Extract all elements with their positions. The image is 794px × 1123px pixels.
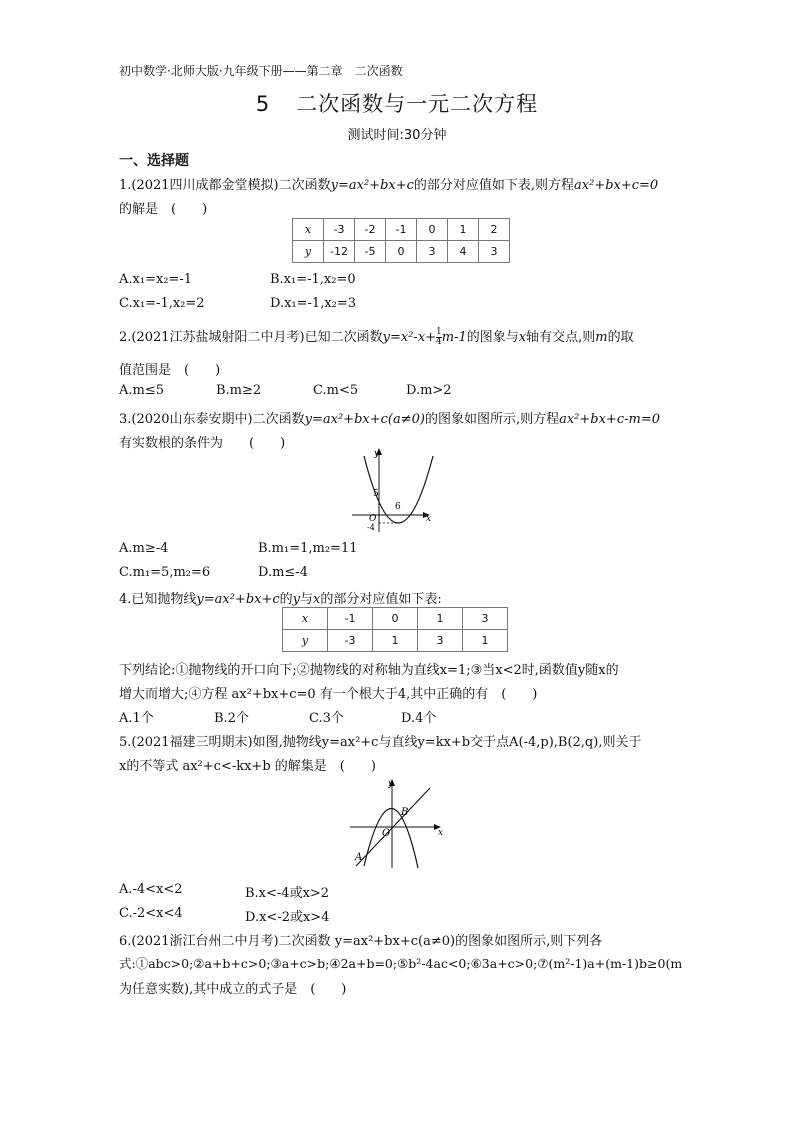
q2-function-2: m-1	[441, 330, 467, 345]
page-title	[0, 88, 794, 118]
q2-stem	[119, 326, 634, 347]
q4-text-1: 4.已知抛物线	[119, 592, 197, 607]
q4-statements-1: 下列结论:①抛物线的开口向下;②抛物线的对称轴为直线x=1;③当x<2时,函数值y随x的	[119, 663, 619, 678]
q5-x-label: x	[438, 828, 444, 838]
q3-origin: O	[369, 514, 377, 524]
table-cell: -1	[386, 219, 417, 241]
table-cell: -3	[328, 630, 373, 652]
table-cell: 3	[417, 241, 448, 263]
q3-label-5: 5	[373, 489, 379, 499]
table-cell: 4	[448, 241, 479, 263]
q4-statements-2: 增大而增大;④方程 ax²+bx+c=0 有一个根大于4,其中正确的有 ( )	[119, 687, 538, 702]
q3-option-d[interactable]: D.m≤-4	[258, 565, 308, 580]
q1-option-c[interactable]: C.x₁=-1,x₂=2	[119, 296, 205, 311]
q3-option-a[interactable]: A.m≥-4	[119, 541, 169, 556]
table-cell: 1	[448, 219, 479, 241]
q1-option-d[interactable]: D.x₁=-1,x₂=3	[270, 296, 357, 311]
q2-text-1: 2.(2021江苏盐城射阳二中月考)已知二次函数	[119, 330, 383, 345]
table-cell: 2	[479, 219, 510, 241]
table-cell: 3	[479, 241, 510, 263]
q4-text-3: 与	[300, 592, 314, 607]
q4-option-b[interactable]: B.2个	[214, 711, 249, 726]
q5-parabola	[364, 808, 418, 868]
q1-equation: ax²+bx+c=0	[574, 178, 659, 193]
q1-function: y=ax²+bx+c	[330, 178, 414, 193]
q6-stem: 6.(2021浙江台州二中月考)二次函数 y=ax²+bx+c(a≠0)的图象如图所示,则下列各	[119, 934, 603, 949]
q5-stem-2: x的不等式 ax²+c<-kx+b 的解集是 ( )	[119, 759, 376, 774]
q1-value-table	[292, 218, 510, 263]
table-cell: 0	[373, 608, 418, 630]
q2-frac-num: 1	[436, 327, 442, 337]
q4-stem	[119, 588, 442, 607]
q3-stem-2: 有实数根的条件为 ( )	[119, 436, 286, 451]
q4-text-4: 的部分对应值如下表:	[320, 592, 442, 607]
q3-label-6: 6	[395, 502, 401, 512]
title-text: 二次函数与一元二次方程	[296, 92, 539, 116]
q1-text-1: 1.(2021四川成都金堂模拟)二次函数	[119, 178, 331, 193]
q2-x: x	[518, 330, 527, 345]
q2-option-d[interactable]: D.m>2	[406, 383, 452, 398]
q3-option-b[interactable]: B.m₁=1,m₂=11	[258, 541, 358, 556]
table-cell: 1	[463, 630, 508, 652]
q4-table-xlabel: x	[283, 608, 328, 630]
q2-option-b[interactable]: B.m≥2	[216, 383, 262, 398]
table-cell: 1	[418, 608, 463, 630]
q5-option-d[interactable]: D.x<-2或x>4	[245, 910, 330, 925]
table-cell: -3	[324, 219, 355, 241]
q2-option-c[interactable]: C.m<5	[313, 383, 359, 398]
table-cell: 0	[386, 241, 417, 263]
q3-text-1: 3.(2020山东泰安期中)二次函数	[119, 412, 305, 427]
q4-function: y=ax²+bx+c	[196, 592, 280, 607]
q1-option-a[interactable]: A.x₁=x₂=-1	[119, 272, 193, 287]
table-cell: -1	[328, 608, 373, 630]
q4-table-row-x	[283, 608, 508, 630]
title-number: 5	[255, 92, 271, 116]
q1-table-row-y	[293, 241, 510, 263]
q3-option-c[interactable]: C.m₁=5,m₂=6	[119, 565, 211, 580]
table-cell: 3	[463, 608, 508, 630]
q1-text-2: 的部分对应值如下表,则方程	[413, 178, 575, 193]
q3-label-neg4: -4	[367, 523, 375, 532]
q5-y-label: y	[388, 779, 394, 789]
q1-table-row-x	[293, 219, 510, 241]
q2-frac-den: 4	[436, 337, 442, 347]
q2-text-4: 的取	[607, 330, 634, 345]
table-cell: 0	[417, 219, 448, 241]
q2-function-1: y=x²-x+	[382, 330, 437, 345]
q5-option-a[interactable]: A.-4<x<2	[119, 882, 183, 897]
q5-graph	[348, 776, 446, 870]
q4-table-ylabel: y	[283, 630, 328, 652]
q5-stem: 5.(2021福建三明期末)如图,抛物线y=ax²+c与直线y=kx+b交于点A(-4,p),B(2,q),则关于	[119, 735, 642, 750]
q3-stem	[119, 408, 660, 427]
q5-point-b: B	[401, 807, 409, 818]
q4-text-2: 的	[279, 592, 293, 607]
q3-x-label: x	[426, 514, 432, 524]
q2-stem-2: 值范围是 ( )	[119, 363, 221, 378]
q5-point-a: A	[355, 852, 363, 863]
q5-option-b[interactable]: B.x<-4或x>2	[245, 886, 330, 901]
section-heading: 一、选择题	[119, 153, 189, 169]
test-time: 测试时间:30分钟	[347, 128, 447, 143]
q4-value-table	[282, 607, 508, 652]
q3-equation: ax²+bx+c-m=0	[559, 412, 660, 427]
q4-table-row-y	[283, 630, 508, 652]
q2-m: m	[595, 330, 608, 345]
table-cell: -2	[355, 219, 386, 241]
q1-stem	[119, 174, 658, 193]
page-header: 初中数学·北师大版·九年级下册——第二章 二次函数	[119, 64, 403, 78]
q1-table-ylabel: y	[293, 241, 324, 263]
table-cell: 3	[418, 630, 463, 652]
q4-option-c[interactable]: C.3个	[309, 711, 344, 726]
table-cell: 1	[373, 630, 418, 652]
q5-option-c[interactable]: C.-2<x<4	[119, 906, 183, 921]
q4-x: x	[313, 592, 321, 607]
q2-option-a[interactable]: A.m≤5	[119, 383, 165, 398]
q6-stem-3: 为任意实数),其中成立的式子是 ( )	[119, 982, 347, 997]
q4-y: y	[292, 592, 301, 607]
q2-text-2: 的图象与	[466, 330, 519, 345]
q1-option-b[interactable]: B.x₁=-1,x₂=0	[270, 272, 356, 287]
q3-text-2: 的图象如图所示,则方程	[424, 412, 560, 427]
q5-origin: O	[382, 828, 391, 839]
table-cell: -5	[355, 241, 386, 263]
q3-y-label: y	[374, 449, 380, 459]
q3-graph	[350, 448, 440, 534]
table-cell: -12	[324, 241, 355, 263]
q3-function: y=ax²+bx+c(a≠0)	[304, 412, 425, 427]
q4-option-d[interactable]: D.4个	[401, 711, 437, 726]
q6-expressions: 式:①abc>0;②a+b+c>0;③a+c>b;④2a+b=0;⑤b²-4ac<0;⑥3a+c>0;⑦(m²-1)a+(m-1)b≥0(m	[119, 956, 683, 971]
q1-table-xlabel: x	[293, 219, 324, 241]
q4-option-a[interactable]: A.1个	[119, 711, 154, 726]
q2-text-3: 轴有交点,则	[526, 330, 596, 345]
q1-stem-2: 的解是 ( )	[119, 202, 208, 217]
